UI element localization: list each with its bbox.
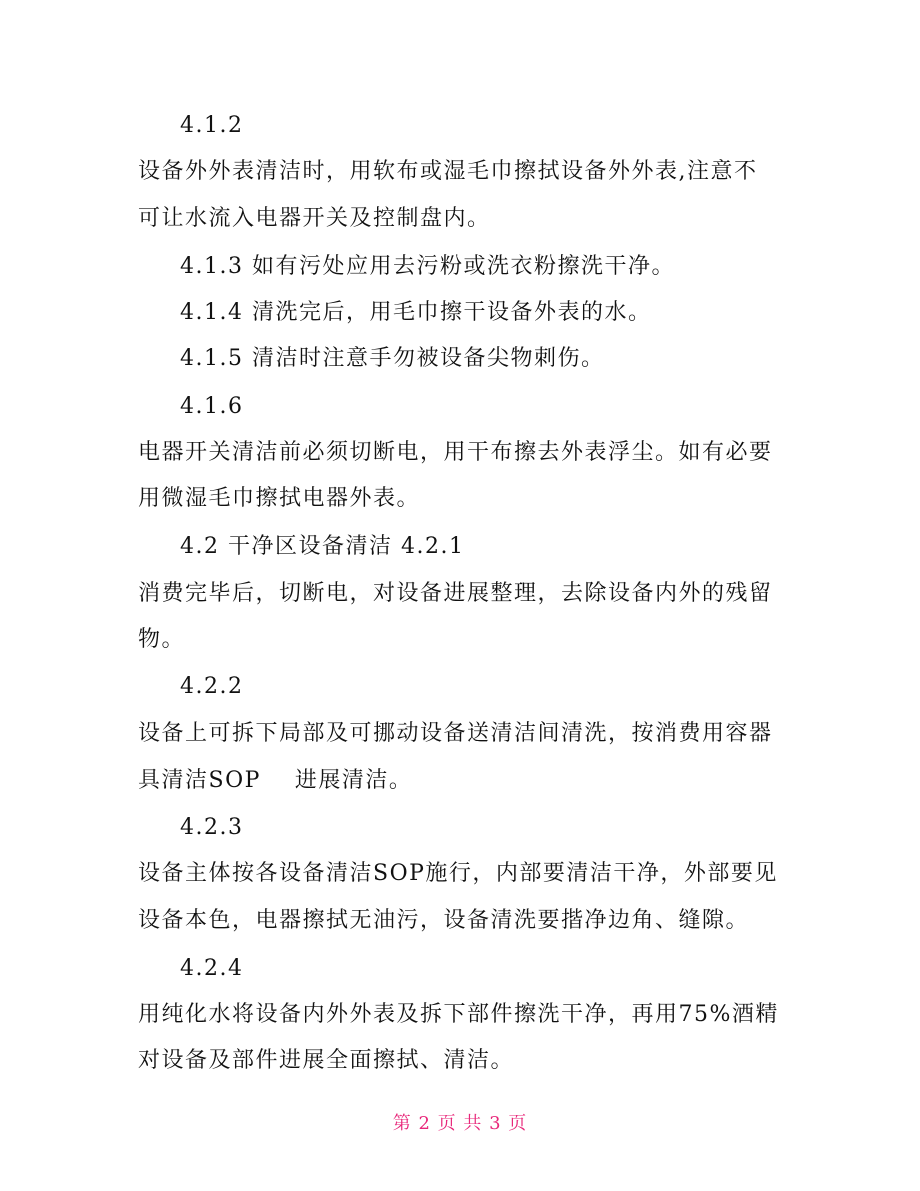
paragraph-line: 4.1.4 清洗完后，用毛巾擦干设备外表的水。 (180, 300, 652, 325)
paragraph-line: 用纯化水将设备内外外表及拆下部件擦洗干净，再用75%酒精 (138, 1002, 779, 1027)
paragraph-line: 设备主体按各设备清洁SOP施行，内部要清洁干净，外部要见 (138, 861, 778, 886)
page-number-footer: 第 2 页 共 3 页 (392, 1113, 528, 1134)
section-number: 4.1.6 (180, 394, 244, 419)
section-number: 4.2.4 (180, 956, 244, 981)
paragraph-line: 设备外外表清洁时，用软布或湿毛巾擦拭设备外外表,注意不 (138, 159, 758, 184)
paragraph-line: 用微湿毛巾擦拭电器外表。 (138, 486, 421, 511)
paragraph-line: 4.1.3 如有污处应用去污粉或洗衣粉擦洗干净。 (180, 254, 675, 279)
section-number: 4.2.2 (180, 674, 244, 699)
paragraph-line: 可让水流入电器开关及控制盘内。 (138, 206, 491, 231)
paragraph-line: 消费完毕后，切断电，对设备进展整理，去除设备内外的残留 (138, 581, 773, 606)
paragraph-line: 设备本色，电器擦拭无油污，设备清洗要揩净边角、缝隙。 (138, 908, 750, 933)
section-number: 4.2.3 (180, 815, 244, 840)
paragraph-line: 设备上可拆下局部及可挪动设备送清洁间清洗，按消费用容器 (138, 721, 773, 746)
paragraph-line: 电器开关清洁前必须切断电，用干布擦去外表浮尘。如有必要 (138, 440, 773, 465)
paragraph-line: 物。 (138, 627, 186, 652)
section-heading: 4.2 干净区设备清洁 4.2.1 (180, 534, 465, 559)
section-number: 4.1.2 (180, 113, 244, 138)
paragraph-line: 4.1.5 清洁时注意手勿被设备尖物刺伤。 (180, 346, 605, 371)
paragraph-line: 具清洁SOP 进展清洁。 (138, 768, 413, 793)
paragraph-line: 对设备及部件进展全面擦拭、清洁。 (138, 1048, 515, 1073)
